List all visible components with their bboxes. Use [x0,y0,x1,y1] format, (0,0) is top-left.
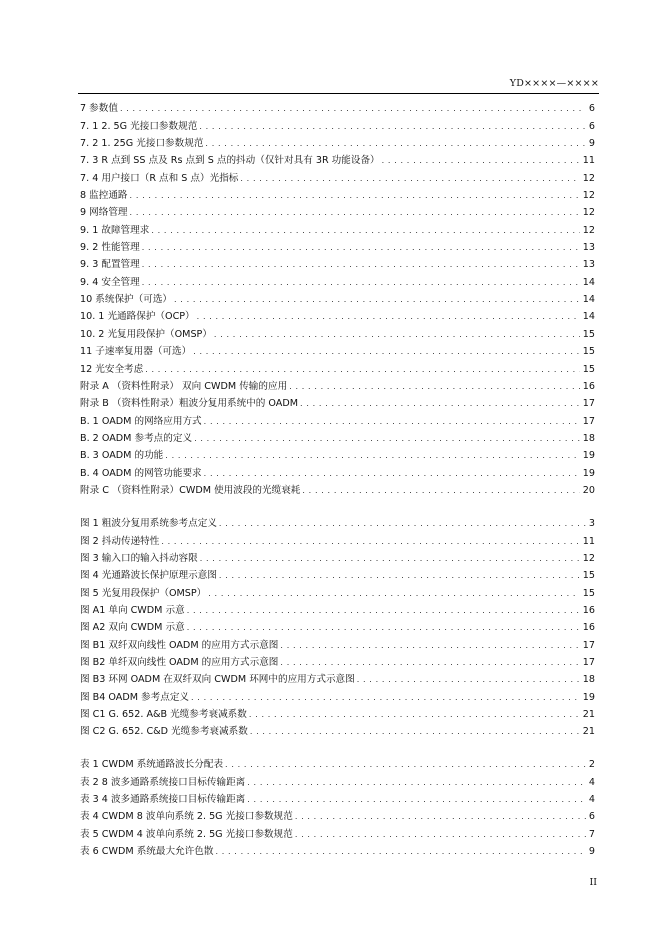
toc-entry-page: 12 [582,172,595,184]
toc-entry-title: 图 3 输入口的输入抖动容限 [80,553,198,565]
toc-entry-page: 20 [582,484,595,496]
toc-entry-page: 9 [588,138,595,150]
toc-entry-title: 8 监控通路 [80,190,128,202]
toc-entry-page: 16 [582,605,595,617]
toc-entry-title: 表 4 CWDM 8 波单向系统 2. 5G 光接口参数规范 [80,811,293,823]
toc-dot-leader [205,137,585,150]
toc-entry[interactable] [80,445,595,462]
toc-entry-page: 6 [588,120,595,132]
toc-entry-page: 14 [582,294,595,306]
toc-entry[interactable] [80,704,595,721]
toc-dot-leader [187,604,580,617]
toc-entry-page: 15 [582,346,595,358]
toc-entry[interactable] [80,393,595,410]
toc-entry-page: 12 [582,224,595,236]
toc-dot-leader [295,828,586,841]
toc-dot-leader [130,206,580,219]
toc-entry-title: 7. 1 2. 5G 光接口参数规范 [80,120,198,132]
toc-dot-leader [300,397,580,410]
toc-entry-page: 21 [582,726,595,738]
toc-entry-title: B. 4 OADM 的网管功能要求 [80,467,202,479]
toc-entry-page: 14 [582,311,595,323]
toc-dot-leader [120,102,586,115]
toc-dot-leader [194,432,580,445]
toc-entry[interactable] [80,634,595,651]
toc-entry-title: 图 B4 OADM 参考点定义 [80,691,190,703]
toc-dot-leader [191,691,580,704]
toc-entry-page: 19 [582,467,595,479]
toc-entry-title: 表 2 8 波多通路系统接口目标传输距离 [80,776,246,788]
toc-dot-leader [204,415,580,428]
toc-entry-title: 图 A2 双向 CWDM 示意 [80,622,185,634]
toc-entry-title: 11 子速率复用器（可选） [80,346,192,358]
toc-dot-leader [247,793,586,806]
toc-entry[interactable] [80,185,595,202]
toc-entry[interactable] [80,530,595,547]
toc-entry-title: 9. 3 配置管理 [80,259,140,271]
toc-entry-title: B. 2 OADM 参考点的定义 [80,432,193,444]
toc-entry-title: 图 B3 环网 OADM 在双纤双向 CWDM 环网中的应用方式示意图 [80,674,355,686]
toc-dot-leader [199,120,586,133]
toc-entry-page: 11 [582,535,595,547]
toc-dot-leader [151,224,579,237]
toc-entry-title: B. 1 OADM 的网络应用方式 [80,415,202,427]
toc-entry-page: 4 [588,776,595,788]
toc-entry[interactable] [80,480,595,497]
toc-entry[interactable] [80,548,595,565]
toc-dot-leader [280,656,579,669]
toc-entry[interactable] [80,721,595,738]
toc-entry-title: 图 2 抖动传递特性 [80,535,160,547]
toc-entry-page: 17 [582,398,595,410]
toc-entry-page: 18 [582,674,595,686]
toc-entry-title: 12 光安全考虑 [80,363,144,375]
toc-entry-title: 附录 A （资料性附录） 双向 CWDM 传输的应用 [80,380,288,392]
toc-entry-title: 7. 4 用户接口（R 点和 S 点）光指标 [80,172,239,184]
toc-entry-title: 表 5 CWDM 4 波单向系统 2. 5G 光接口参数规范 [80,828,293,840]
toc-entry-title: 7. 2 1. 25G 光接口参数规范 [80,138,204,150]
toc-entry-page: 13 [582,259,595,271]
header-doc-code: YD××××—×××× [509,78,599,89]
toc-entry[interactable] [80,428,595,445]
toc-entry-title: 10. 2 光复用段保护（OMSP） [80,328,212,340]
toc-entry-page: 17 [582,639,595,651]
page-number: II [589,877,597,888]
toc-dot-leader [145,363,580,376]
toc-dot-leader [219,569,580,582]
toc-dot-leader [215,845,585,858]
header-rule [78,93,599,94]
toc-entry[interactable] [80,823,595,840]
toc-dot-leader [142,241,580,254]
toc-entry[interactable] [80,565,595,582]
toc-entry-title: 7 参数值 [80,103,118,115]
toc-entry[interactable] [80,358,595,375]
toc-entry-title: 表 6 CWDM 系统最大允许色散 [80,846,214,858]
toc-entry-page: 6 [588,103,595,115]
toc-dot-leader [289,380,580,393]
toc-entry-title: 图 1 粗波分复用系统参考点定义 [80,518,217,530]
toc-entry-title: 图 C2 G. 652. C&D 光缆参考衰减系数 [80,726,248,738]
toc-entry-page: 6 [588,811,595,823]
toc-dot-leader [161,535,579,548]
toc-entry[interactable] [80,754,595,771]
toc-entry[interactable] [80,289,595,306]
toc-entry-page: 15 [582,363,595,375]
toc-entry-title: 图 5 光复用段保护（OMSP） [80,587,207,599]
toc-entry[interactable] [80,600,595,617]
toc-entry-page: 3 [588,518,595,530]
toc-entry-page: 18 [582,432,595,444]
toc-figures-list [80,513,595,738]
toc-dot-leader [214,328,580,341]
toc-entry[interactable] [80,617,595,634]
toc-entry-page: 12 [582,190,595,202]
toc-entry[interactable] [80,513,595,530]
toc-entry-page: 9 [588,846,595,858]
toc-dot-leader [280,639,579,652]
toc-entry[interactable] [80,237,595,254]
toc-dot-leader [247,776,586,789]
toc-dot-leader [357,673,580,686]
toc-entry-page: 19 [582,450,595,462]
toc-entry[interactable] [80,771,595,788]
toc-dot-leader [240,172,579,185]
toc-dot-leader [197,310,580,323]
toc-entry-title: 图 4 光通路波长保护原理示意图 [80,570,217,582]
toc-entry[interactable] [80,806,595,823]
toc-entry-title: 图 B2 单纤双向线性 OADM 的应用方式示意图 [80,657,279,669]
toc-entry-page: 15 [582,328,595,340]
toc-entry-title: 图 A1 单向 CWDM 示意 [80,605,185,617]
toc-entry-title: 7. 3 R 点到 SS 点及 Rs 点到 S 点的抖动（仅针对具有 3R 功能设备） [80,155,380,167]
toc-entry-title: 10. 1 光通路保护（OCP） [80,311,195,323]
toc-dot-leader [200,552,580,565]
toc-entry[interactable] [80,462,595,479]
toc-dot-leader [130,189,580,202]
toc-entry[interactable] [80,323,595,340]
toc-dot-leader [204,467,580,480]
toc-dot-leader [187,621,580,634]
toc-entry[interactable] [80,254,595,271]
toc-entry[interactable] [80,582,595,599]
toc-entry-title: 附录 C （资料性附录）CWDM 使用波段的光缆衰耗 [80,484,301,496]
toc-dot-leader [295,810,586,823]
toc-entry-title: 表 3 4 波多通路系统接口目标传输距离 [80,794,246,806]
toc-entry-title: 10 系统保护（可选） [80,294,173,306]
toc-entry[interactable] [80,219,595,236]
toc-dot-leader [142,276,580,289]
toc-entry[interactable] [80,341,595,358]
toc-entry[interactable] [80,669,595,686]
toc-dot-leader [165,449,580,462]
toc-entry-title: B. 3 OADM 的功能 [80,450,164,462]
toc-entry[interactable] [80,306,595,323]
toc-entry[interactable] [80,271,595,288]
toc-dot-leader [174,293,580,306]
toc-dot-leader [193,345,580,358]
toc-entry[interactable] [80,202,595,219]
toc-entry[interactable] [80,133,595,150]
toc-entry-page: 17 [582,415,595,427]
toc-entry[interactable] [80,150,595,167]
toc-entry-page: 21 [582,709,595,721]
toc-entry-page: 16 [582,622,595,634]
toc-entry[interactable] [80,115,595,132]
toc-entry-title: 9. 1 故障管理求 [80,224,150,236]
toc-dot-leader [142,258,580,271]
toc-entry[interactable] [80,410,595,427]
toc-dot-leader [219,517,586,530]
toc-dot-leader [249,708,580,721]
toc-entry[interactable] [80,652,595,669]
toc-dot-leader [225,758,586,771]
toc-entry-page: 2 [588,759,595,771]
toc-dot-leader [302,484,579,497]
toc-entry-page: 7 [588,828,595,840]
toc-entry-page: 16 [582,380,595,392]
toc-main-list [80,98,595,497]
toc-entry[interactable] [80,789,595,806]
toc-entry[interactable] [80,841,595,858]
toc-entry-page: 14 [582,276,595,288]
toc-dot-leader [208,587,580,600]
toc-entry-title: 9 网络管理 [80,207,128,219]
toc-entry-title: 图 B1 双纤双向线性 OADM 的应用方式示意图 [80,639,279,651]
toc-entry-page: 19 [582,691,595,703]
toc-entry-page: 13 [582,242,595,254]
toc-entry-title: 附录 B （资料性附录）粗波分复用系统中的 OADM [80,398,299,410]
toc-dot-leader [382,154,580,167]
toc-entry[interactable] [80,376,595,393]
toc-entry-page: 4 [588,794,595,806]
toc-entry-title: 图 C1 G. 652. A&B 光缆参考衰减系数 [80,709,247,721]
toc-tables-list [80,754,595,858]
toc-entry[interactable] [80,686,595,703]
toc-entry[interactable] [80,167,595,184]
toc-entry-title: 表 1 CWDM 系统通路波长分配表 [80,759,224,771]
toc-entry[interactable] [80,98,595,115]
toc-entry-title: 9. 4 安全管理 [80,276,140,288]
toc-entry-title: 9. 2 性能管理 [80,242,140,254]
toc-entry-page: 11 [582,155,595,167]
toc-entry-page: 15 [582,570,595,582]
toc-dot-leader [250,725,580,738]
toc-entry-page: 17 [582,657,595,669]
toc-entry-page: 12 [582,207,595,219]
toc-entry-page: 12 [582,553,595,565]
toc-entry-page: 15 [582,587,595,599]
